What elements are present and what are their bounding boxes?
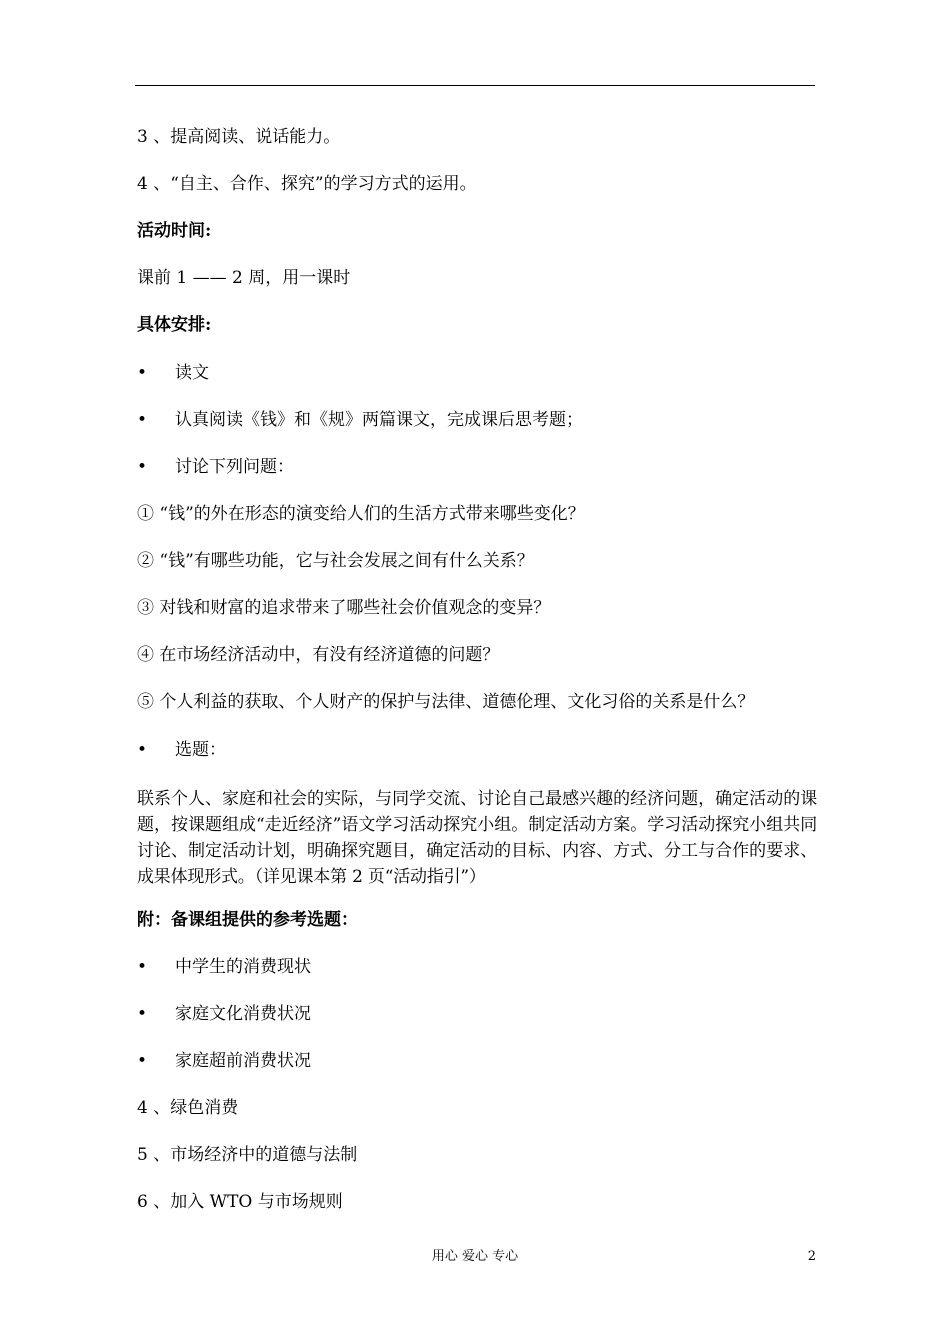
question-3: ③ 对钱和财富的追求带来了哪些社会价值观念的变异？ — [137, 598, 551, 618]
bullet-icon: • — [137, 957, 148, 977]
objective-3: 3 、提高阅读、说话能力。 — [137, 127, 341, 147]
topic-6: 6 、加入 WTO 与市场规则 — [137, 1192, 343, 1212]
heading-arrangement: 具体安排: — [137, 315, 212, 335]
bullet-icon: • — [137, 410, 148, 430]
heading-reference-topics: 附：备课组提供的参考选题： — [137, 910, 358, 930]
topic-5: 5 、市场经济中的道德与法制 — [137, 1145, 358, 1165]
footer-motto: 用心 爱心 专心 — [431, 1249, 519, 1264]
activity-time-text: 课前 1 —— 2 周，用一课时 — [137, 268, 351, 288]
question-4: ④ 在市场经济活动中，有没有经济道德的问题？ — [137, 645, 500, 665]
objective-4: 4 、“自主、合作、探究”的学习方式的运用。 — [137, 174, 477, 194]
list-item-text: 读文 — [175, 363, 209, 383]
question-2: ② “钱”有哪些功能，它与社会发展之间有什么关系？ — [137, 551, 534, 571]
bullet-icon: • — [137, 1051, 148, 1071]
list-item-text: 讨论下列问题： — [175, 457, 294, 477]
list-item-text: 中学生的消费现状 — [175, 957, 311, 977]
bullet-icon: • — [137, 740, 148, 760]
header-rule — [135, 85, 815, 86]
list-item-text: 家庭文化消费状况 — [175, 1004, 311, 1024]
page-number: 2 — [807, 1249, 816, 1264]
list-item-text: 家庭超前消费状况 — [175, 1051, 311, 1071]
bullet-icon: • — [137, 1004, 148, 1024]
list-item-text: 认真阅读《钱》和《规》两篇课文，完成课后思考题； — [175, 410, 583, 430]
list-item-text: 选题： — [175, 740, 226, 760]
question-1: ① “钱”的外在形态的演变给人们的生活方式带来哪些变化？ — [137, 504, 585, 524]
heading-activity-time: 活动时间: — [137, 221, 212, 241]
topic-4: 4 、绿色消费 — [137, 1098, 239, 1118]
bullet-icon: • — [137, 457, 148, 477]
question-5: ⑤ 个人利益的获取、个人财产的保护与法律、道德伦理、文化习俗的关系是什么？ — [137, 692, 755, 712]
topic-selection-paragraph: 联系个人、家庭和社会的实际，与同学交流、讨论自己最感兴趣的经济问题，确定活动的课题，按课题组成“走近经济”语文学习活动探究小组。制定活动方案。学习活动探究小组共同讨论、制定活动计划，明确探究题目，确定活动的目标、内容、方式、分工与合作的要求、成果体现形式。（详见课本第 2 页“活动指引”） — [137, 789, 817, 887]
bullet-icon: • — [137, 363, 148, 383]
